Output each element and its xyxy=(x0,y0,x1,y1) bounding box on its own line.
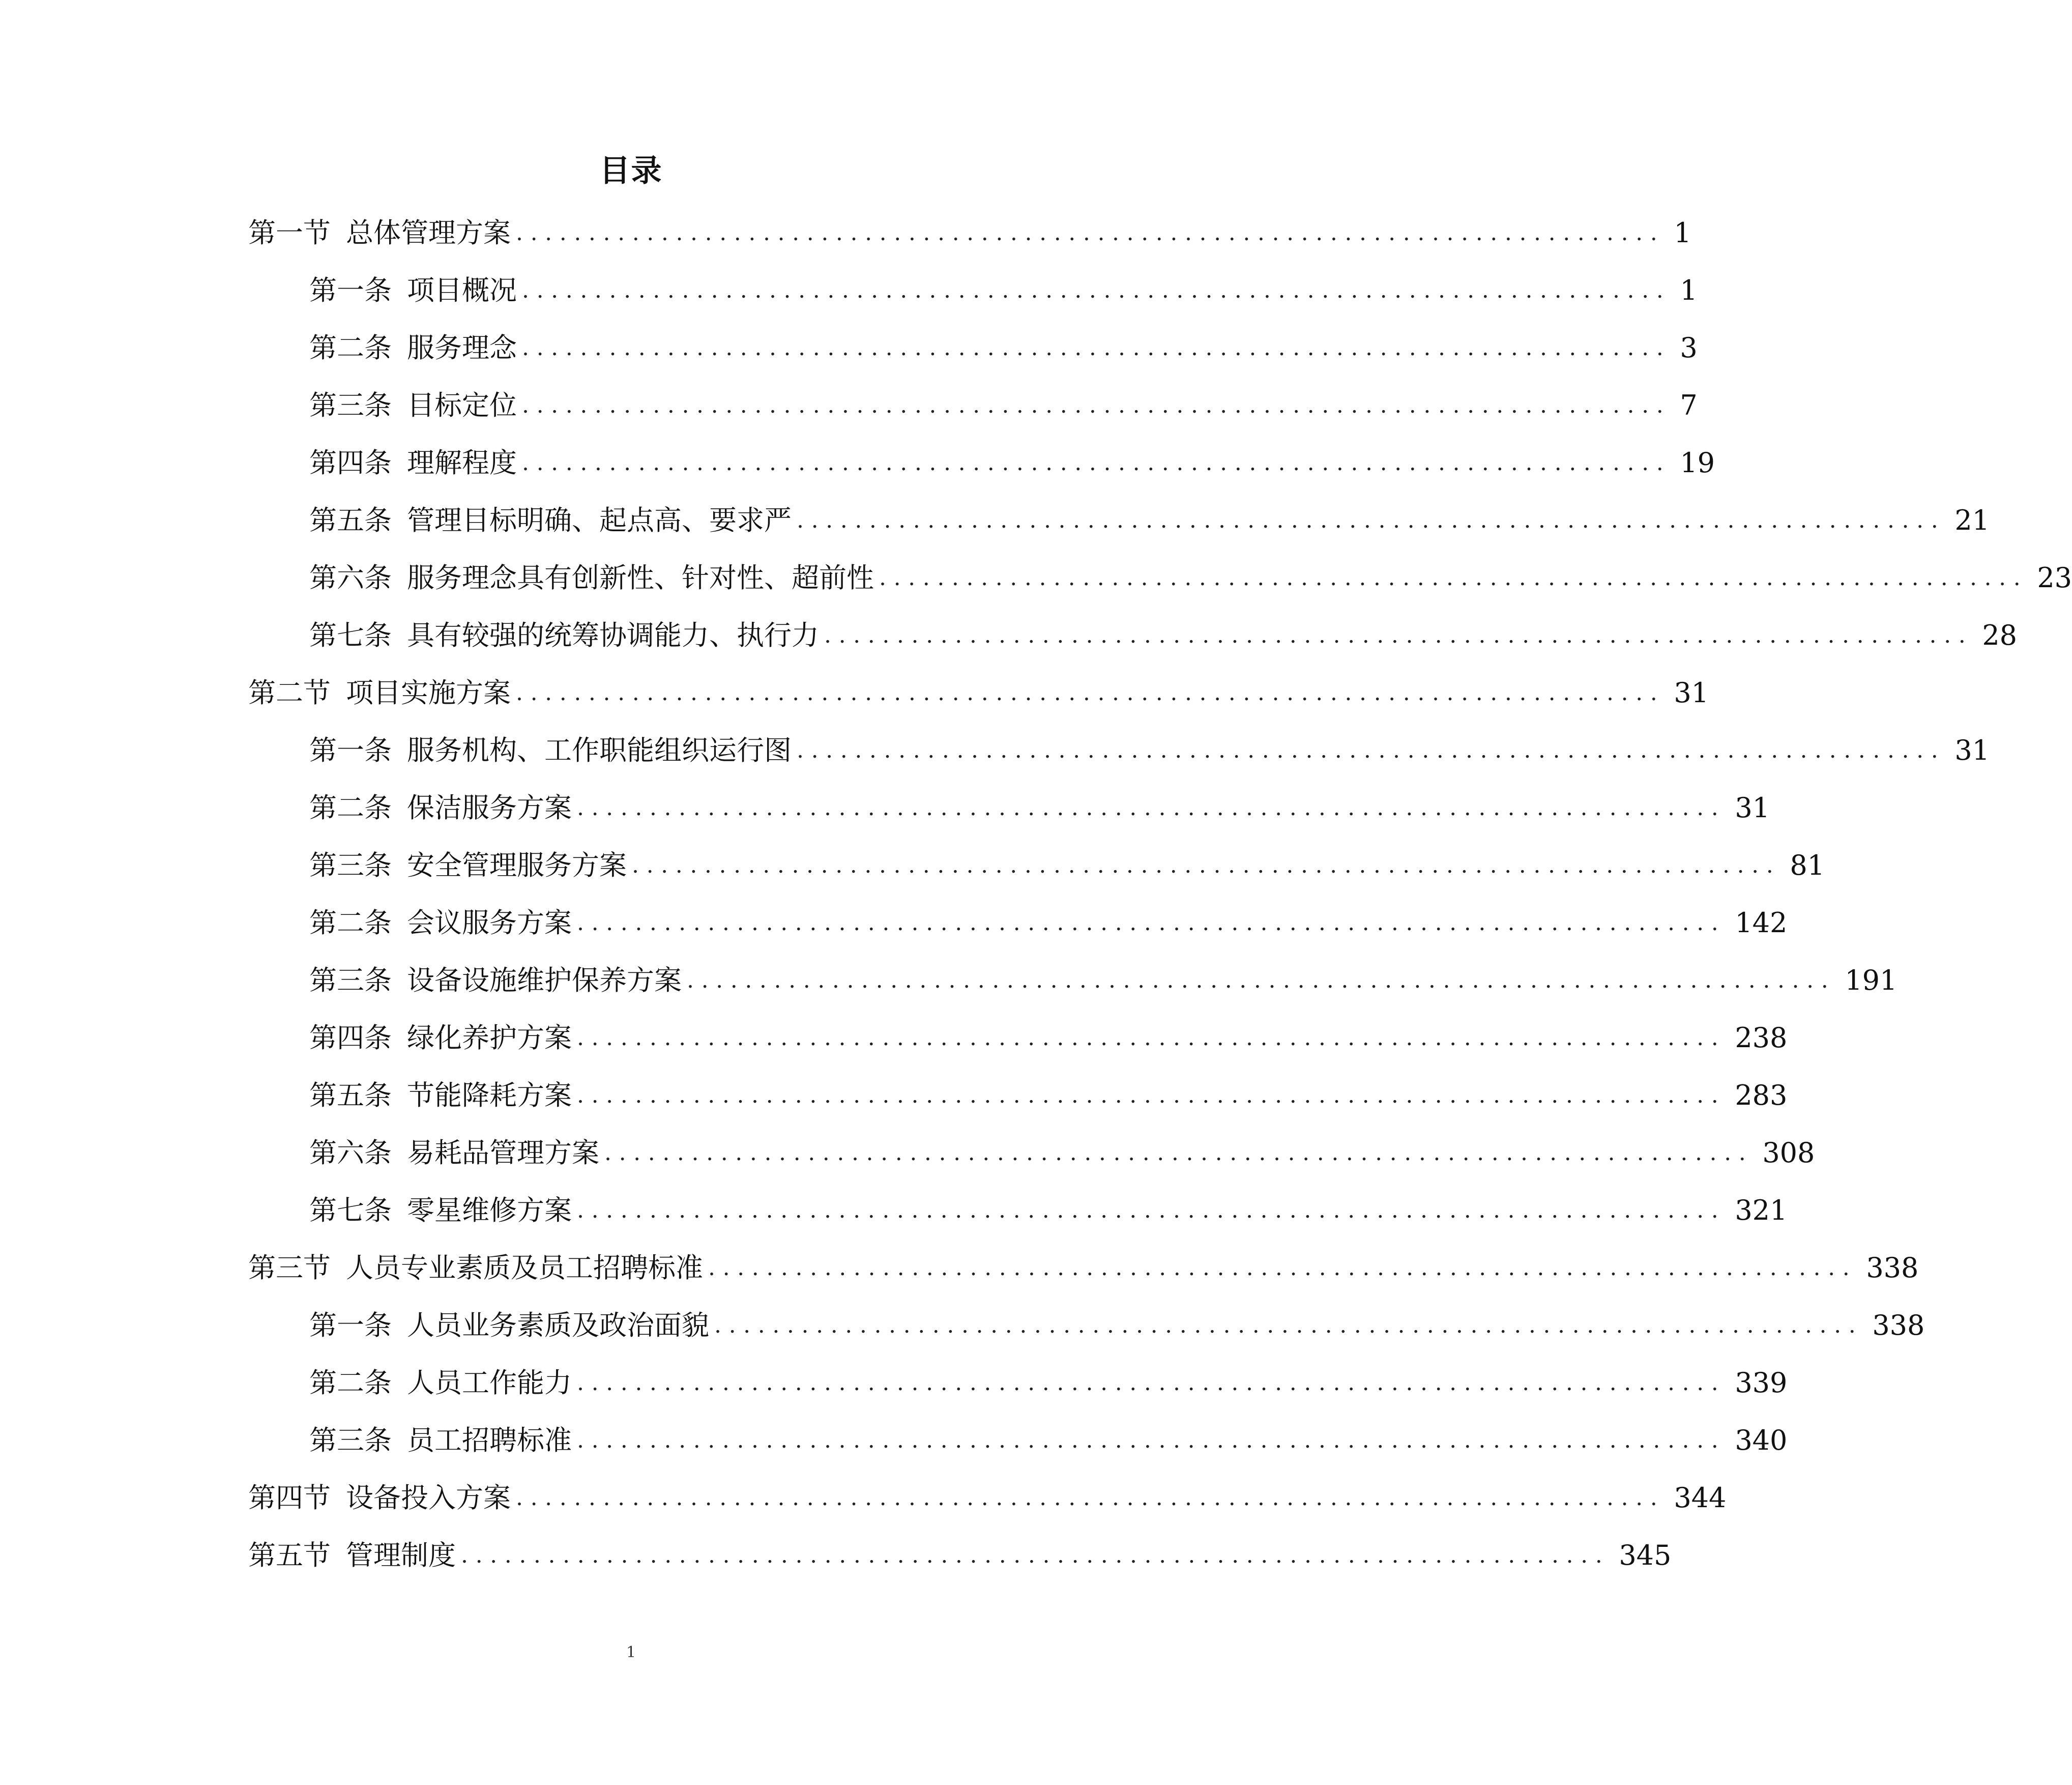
toc-entry-ordinal: 第三条 xyxy=(309,964,392,996)
toc-entry-page-number: 7 xyxy=(1680,389,1698,421)
toc-entry-ordinal: 第一条 xyxy=(309,1309,392,1341)
toc-article-entry[interactable] xyxy=(309,615,2018,656)
toc-entry-dot-leader: ............................................................................... xyxy=(577,795,1726,821)
toc-entry-page-number: 344 xyxy=(1674,1482,1727,1514)
toc-entry-ordinal: 第五条 xyxy=(309,504,392,536)
toc-article-entry[interactable] xyxy=(309,558,2072,598)
toc-entry-heading: 会议服务方案 xyxy=(407,907,572,939)
toc-entry-heading: 人员专业素质及员工招聘标准 xyxy=(346,1252,703,1284)
toc-entry-ordinal: 第三条 xyxy=(309,849,392,881)
toc-entry-page-number: 23 xyxy=(2037,562,2072,594)
toc-entry-heading: 服务机构、工作职能组织运行图 xyxy=(407,734,792,766)
toc-entry-dot-leader: ............................................................................... xyxy=(516,680,1665,706)
toc-entry-ordinal: 第六条 xyxy=(309,1137,392,1169)
toc-entry-heading: 设备设施维护保养方案 xyxy=(407,964,682,996)
toc-entry-ordinal: 第四条 xyxy=(309,1022,392,1054)
toc-entry-heading: 项目概况 xyxy=(407,274,517,306)
toc-article-entry[interactable] xyxy=(309,1075,1788,1116)
toc-entry-ordinal: 第三节 xyxy=(248,1252,331,1284)
toc-entry-dot-leader: ............................................................................... xyxy=(632,852,1781,878)
toc-entry-dot-leader: ............................................................................... xyxy=(522,392,1671,418)
toc-entry-page-number: 19 xyxy=(1680,447,1715,479)
toc-entry-ordinal: 第五节 xyxy=(248,1539,331,1571)
toc-entry-ordinal: 第六条 xyxy=(309,562,392,594)
toc-entry-page-number: 340 xyxy=(1735,1424,1788,1456)
toc-entry-dot-leader: ............................................................................... xyxy=(714,1312,1863,1338)
toc-article-entry[interactable] xyxy=(309,443,1715,483)
toc-entry-heading: 设备投入方案 xyxy=(346,1482,511,1514)
toc-entry-heading: 保洁服务方案 xyxy=(407,792,572,824)
toc-entry-heading: 管理制度 xyxy=(346,1539,456,1571)
toc-entry-ordinal: 第四节 xyxy=(248,1482,331,1514)
toc-article-entry[interactable] xyxy=(309,903,1788,943)
toc-entry-dot-leader: ............................................................................... xyxy=(797,507,1946,533)
toc-entry-dot-leader: ............................................................................... xyxy=(577,1197,1726,1223)
toc-entry-page-number: 339 xyxy=(1735,1367,1788,1399)
toc-entry-page-number: 31 xyxy=(1954,734,1990,766)
toc-entry-page-number: 3 xyxy=(1680,332,1698,364)
toc-entry-heading: 易耗品管理方案 xyxy=(407,1137,599,1169)
toc-entry-ordinal: 第七条 xyxy=(309,619,392,651)
toc-entry-dot-leader: ............................................................................... xyxy=(522,450,1671,476)
toc-entry-page-number: 1 xyxy=(1680,274,1698,306)
toc-entry-ordinal: 第一节 xyxy=(248,217,331,249)
toc-article-entry[interactable] xyxy=(309,1190,1788,1231)
toc-entry-heading: 具有较强的统筹协调能力、执行力 xyxy=(407,619,819,651)
toc-article-entry[interactable] xyxy=(309,1018,1788,1058)
toc-entry-heading: 人员工作能力 xyxy=(407,1367,572,1399)
toc-article-entry[interactable] xyxy=(309,1133,1815,1173)
toc-entry-ordinal: 第五条 xyxy=(309,1079,392,1111)
toc-entry-page-number: 321 xyxy=(1735,1194,1788,1226)
toc-entry-ordinal: 第一条 xyxy=(309,734,392,766)
toc-entry-heading: 安全管理服务方案 xyxy=(407,849,627,881)
toc-entry-heading: 人员业务素质及政治面貌 xyxy=(407,1309,709,1341)
toc-entry-dot-leader: ............................................................................... xyxy=(577,1025,1726,1051)
toc-entry-dot-leader: ............................................................................... xyxy=(577,1370,1726,1396)
toc-entry-ordinal: 第二条 xyxy=(309,332,392,364)
toc-section-entry[interactable] xyxy=(248,1248,1919,1288)
toc-entry-ordinal: 第一条 xyxy=(309,274,392,306)
toc-entry-page-number: 283 xyxy=(1735,1079,1788,1111)
toc-entry-page-number: 31 xyxy=(1735,792,1770,824)
toc-entry-dot-leader: ............................................................................... xyxy=(577,910,1726,936)
toc-entry-dot-leader: ............................................................................... xyxy=(577,1082,1726,1108)
toc-article-entry[interactable] xyxy=(309,385,1698,426)
toc-article-entry[interactable] xyxy=(309,960,1898,1001)
toc-entry-ordinal: 第三条 xyxy=(309,1424,392,1456)
toc-entry-heading: 项目实施方案 xyxy=(346,677,511,709)
toc-entry-dot-leader: ............................................................................... xyxy=(708,1255,1857,1281)
toc-entry-ordinal: 第二节 xyxy=(248,677,331,709)
toc-entry-dot-leader: ............................................................................... xyxy=(879,565,2028,591)
toc-entry-heading: 总体管理方案 xyxy=(346,217,511,249)
toc-article-entry[interactable] xyxy=(309,730,1990,771)
toc-entry-dot-leader: ............................................................................... xyxy=(797,737,1946,763)
toc-article-entry[interactable] xyxy=(309,1420,1788,1461)
toc-entry-dot-leader: ............................................................................... xyxy=(824,622,1973,648)
toc-entry-heading: 服务理念 xyxy=(407,332,517,364)
toc-entry-heading: 目标定位 xyxy=(407,389,517,421)
toc-entry-heading: 绿化养护方案 xyxy=(407,1022,572,1054)
toc-entry-page-number: 142 xyxy=(1735,907,1788,939)
toc-entry-heading: 理解程度 xyxy=(407,447,517,479)
toc-title: 目录 xyxy=(599,153,663,189)
toc-section-entry[interactable] xyxy=(248,1535,1672,1576)
toc-article-entry[interactable] xyxy=(309,500,1990,541)
toc-entry-ordinal: 第四条 xyxy=(309,447,392,479)
toc-section-entry[interactable] xyxy=(248,673,1709,713)
toc-entry-page-number: 28 xyxy=(1982,619,2018,651)
toc-entry-heading: 零星维修方案 xyxy=(407,1194,572,1226)
toc-entry-dot-leader: ............................................................................... xyxy=(516,1485,1665,1511)
toc-entry-page-number: 1 xyxy=(1674,217,1691,249)
toc-article-entry[interactable] xyxy=(309,270,1698,311)
toc-entry-dot-leader: ............................................................................... xyxy=(522,277,1671,303)
toc-article-entry[interactable] xyxy=(309,1305,1925,1346)
toc-entry-page-number: 345 xyxy=(1619,1539,1672,1571)
toc-entry-page-number: 81 xyxy=(1790,849,1825,881)
toc-article-entry[interactable] xyxy=(309,328,1698,368)
toc-article-entry[interactable] xyxy=(309,788,1770,828)
toc-section-entry[interactable] xyxy=(248,213,1691,253)
toc-entry-page-number: 308 xyxy=(1762,1137,1815,1169)
toc-entry-heading: 服务理念具有创新性、针对性、超前性 xyxy=(407,562,874,594)
toc-section-entry[interactable] xyxy=(248,1478,1727,1518)
toc-entry-page-number: 31 xyxy=(1674,677,1709,709)
toc-article-entry[interactable] xyxy=(309,1363,1788,1403)
toc-entry-dot-leader: ............................................................................... xyxy=(522,335,1671,361)
toc-entry-dot-leader: ............................................................................... xyxy=(461,1542,1610,1568)
toc-entry-ordinal: 第二条 xyxy=(309,792,392,824)
toc-entry-ordinal: 第三条 xyxy=(309,389,392,421)
toc-entry-dot-leader: ............................................................................... xyxy=(604,1140,1754,1166)
toc-entry-page-number: 191 xyxy=(1845,964,1898,996)
toc-entry-heading: 节能降耗方案 xyxy=(407,1079,572,1111)
toc-entry-page-number: 338 xyxy=(1866,1252,1919,1284)
toc-entry-dot-leader: ............................................................................... xyxy=(577,1427,1726,1453)
toc-entry-page-number: 238 xyxy=(1735,1022,1788,1054)
toc-entry-heading: 员工招聘标准 xyxy=(407,1424,572,1456)
toc-entry-page-number: 338 xyxy=(1872,1309,1925,1341)
toc-entry-ordinal: 第二条 xyxy=(309,907,392,939)
toc-entry-ordinal: 第二条 xyxy=(309,1367,392,1399)
toc-entry-ordinal: 第七条 xyxy=(309,1194,392,1226)
toc-entry-heading: 管理目标明确、起点高、要求严 xyxy=(407,504,792,536)
toc-article-entry[interactable] xyxy=(309,845,1825,886)
footer-page-number: 1 xyxy=(626,1644,636,1661)
toc-entry-dot-leader: ............................................................................... xyxy=(516,220,1665,246)
toc-entry-dot-leader: ............................................................................... xyxy=(687,967,1836,993)
toc-entry-page-number: 21 xyxy=(1954,504,1990,536)
